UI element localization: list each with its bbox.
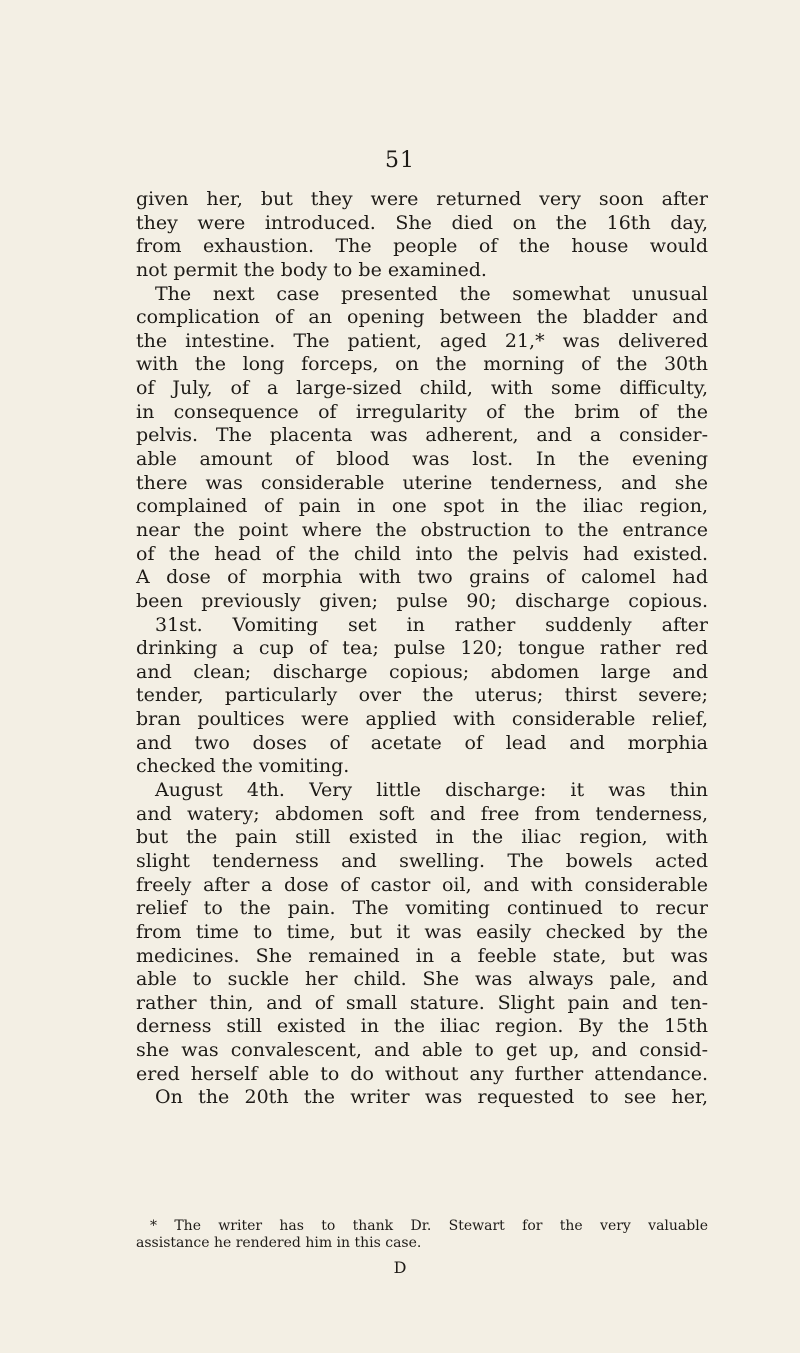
text-line: relief to the pain. The vomiting continued to recur	[136, 897, 708, 920]
text-line: and two doses of acetate of lead and morphia	[136, 731, 708, 754]
text-line: complication of an opening between the bladder and	[136, 306, 708, 329]
text-line: she was convalescent, and able to get up, and consid-	[136, 1039, 708, 1062]
text-line: freely after a dose of castor oil, and with considerable	[136, 873, 708, 896]
signature-mark: D	[393, 1258, 407, 1277]
text-line: of July, of a large-sized child, with some difficulty,	[136, 377, 708, 400]
text-line: ered herself able to do without any further attendance.	[136, 1062, 708, 1085]
text-line: able to suckle her child. She was always pale, and	[136, 968, 708, 991]
text-line: they were introduced. She died on the 16th day,	[136, 211, 708, 234]
text-line: but the pain still existed in the iliac region, with	[136, 826, 708, 849]
text-line: from time to time, but it was easily checked by the	[136, 920, 708, 943]
text-line: not permit the body to be examined.	[136, 258, 487, 281]
text-line: the intestine. The patient, aged 21,* was delivered	[136, 329, 708, 352]
text-line: 31st. Vomiting set in rather suddenly after	[155, 613, 708, 636]
text-line: tender, particularly over the uterus; thirst severe;	[136, 684, 708, 707]
text-line: able amount of blood was lost. In the evening	[136, 448, 708, 471]
text-line: A dose of morphia with two grains of calomel had	[136, 566, 708, 589]
text-line: given her, but they were returned very soon after	[136, 188, 708, 210]
text-line: On the 20th the writer was requested to see her,	[155, 1086, 708, 1109]
text-line: slight tenderness and swelling. The bowels acted	[136, 849, 708, 872]
text-line: in consequence of irregularity of the brim of the	[136, 400, 708, 423]
footnote	[136, 1218, 708, 1252]
text-line: August 4th. Very little discharge: it was thin	[155, 779, 708, 802]
text-line: there was considerable uterine tenderness, and she	[136, 471, 708, 494]
text-line: bran poultices were applied with considerable relief,	[136, 708, 708, 731]
text-line: derness still existed in the iliac region. By the 15th	[136, 1015, 708, 1038]
text-line: and clean; discharge copious; abdomen large and	[136, 660, 708, 683]
text-line: from exhaustion. The people of the house would	[136, 235, 708, 258]
text-line: and watery; abdomen soft and free from tenderness,	[136, 802, 708, 825]
footnote-line: assistance he rendered him in this case.	[136, 1235, 422, 1251]
page-number: 51	[385, 148, 415, 173]
body-text	[136, 188, 708, 1110]
text-line: complained of pain in one spot in the iliac region,	[136, 495, 708, 518]
text-line: The next case presented the somewhat unusual	[155, 282, 708, 305]
text-line: with the long forceps, on the morning of the 30th	[136, 353, 708, 376]
text-line: rather thin, and of small stature. Slight pain and ten-	[136, 991, 708, 1014]
text-line: drinking a cup of tea; pulse 120; tongue rather red	[136, 637, 708, 660]
text-line: near the point where the obstruction to the entrance	[136, 518, 708, 541]
text-line: medicines. She remained in a feeble state, but was	[136, 944, 708, 967]
text-line: of the head of the child into the pelvis had existed.	[136, 542, 708, 565]
text-line: been previously given; pulse 90; discharge copious.	[136, 589, 708, 612]
footnote-line: * The writer has to thank Dr. Stewart for the very valuable	[150, 1218, 708, 1234]
text-line: pelvis. The placenta was adherent, and a consider-	[136, 424, 708, 447]
text-line: checked the vomiting.	[136, 755, 350, 778]
